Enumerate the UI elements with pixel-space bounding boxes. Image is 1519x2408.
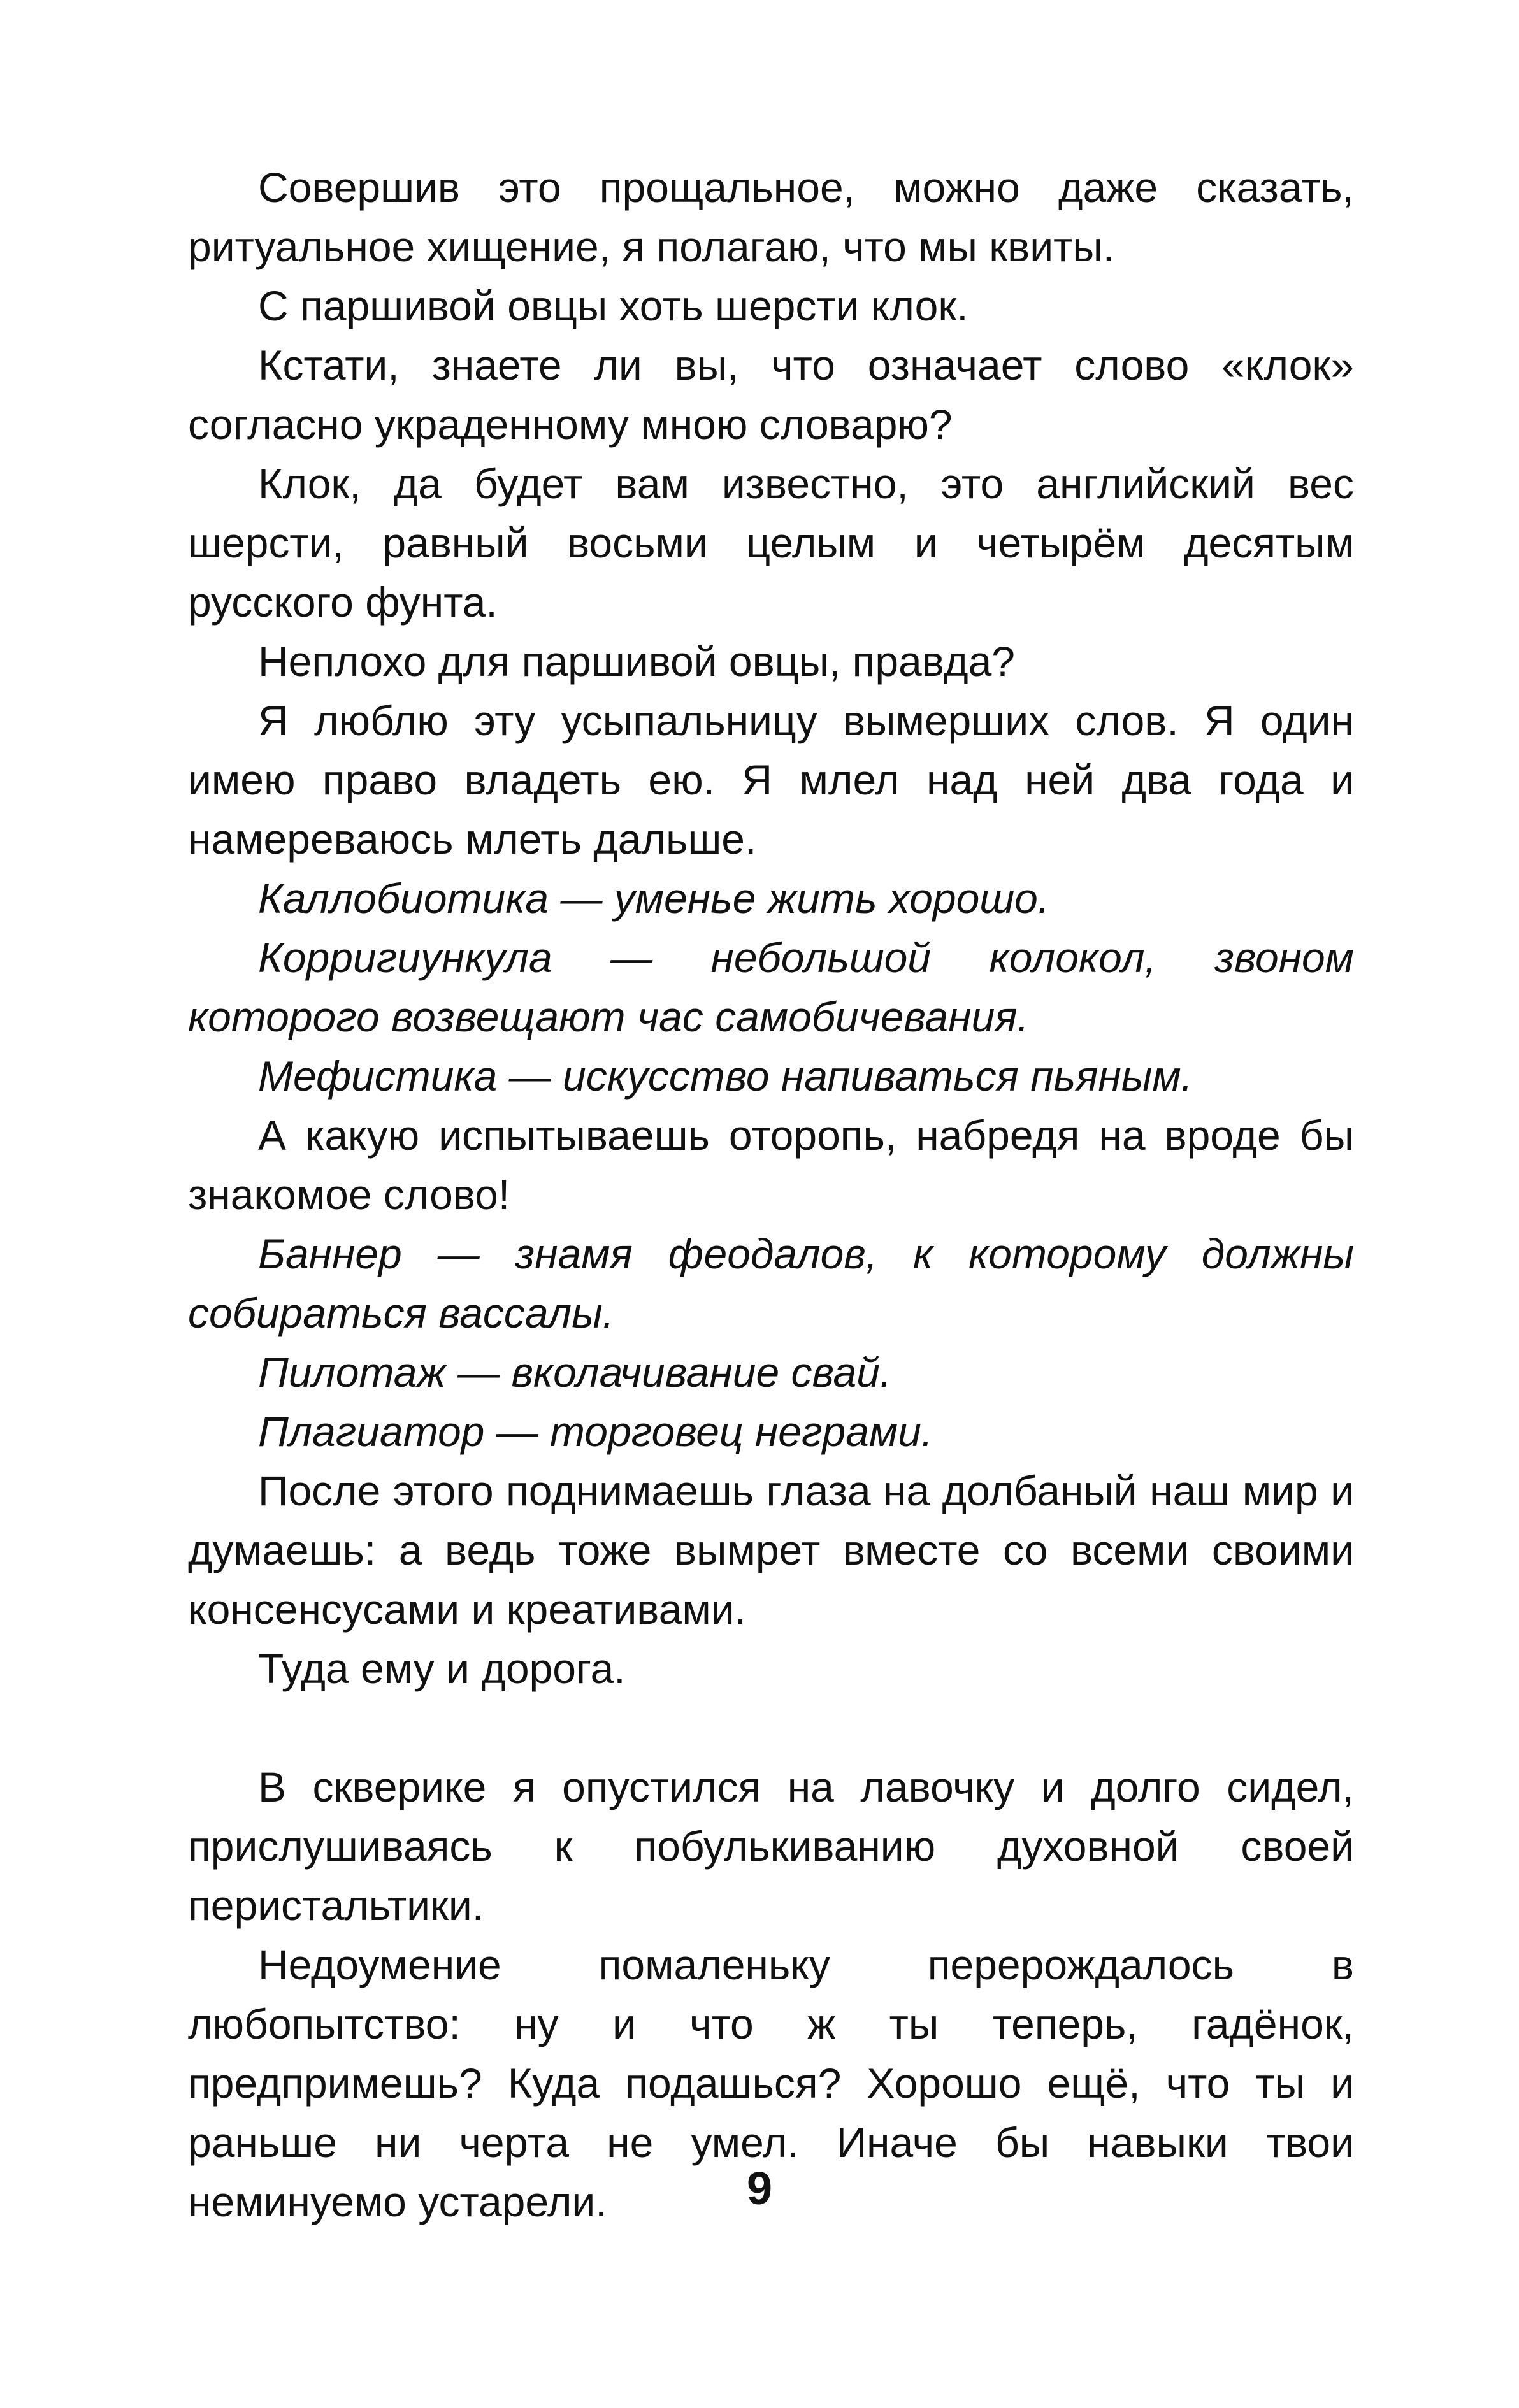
dictionary-entry: Пилотаж — вколачивание свай. — [258, 1349, 892, 1396]
dictionary-entry: Мефистика — искусство напиваться пьяным. — [258, 1052, 1193, 1100]
paragraph: Совершив это прощальное, можно даже сказать, ритуальное хищение, я полагаю, что мы квиты. — [188, 164, 1354, 270]
dictionary-entry: Каллобиотика — уменье жить хорошо. — [258, 875, 1050, 922]
text-section-2 — [188, 1758, 1354, 2232]
paragraph: Клок, да будет вам известно, это английский вес шерсти, равный восьми целым и четырём десятым русского фунта. — [188, 460, 1354, 626]
paragraph: Недоумение помаленьку перерождалось в любопытство: ну и что ж ты теперь, гадёнок, предпримешь? Куда подашься? Хорошо ещё, что ты и раньше ни черта не умел. Иначе бы навыки твои неминуемо устарели. — [188, 1941, 1354, 2225]
section-break — [188, 1698, 1354, 1758]
paragraph: Туда ему и дорога. — [258, 1645, 626, 1692]
dictionary-entry: Плагиатор — торговец неграми. — [258, 1408, 933, 1455]
text-section-1 — [188, 158, 1354, 1698]
dictionary-entry: Баннер — знамя феодалов, к которому должны собираться вассалы. — [188, 1230, 1354, 1337]
paragraph: После этого поднимаешь глаза на долбаный наш мир и думаешь: а ведь тоже вымрет вместе со всеми своими консенсусами и креативами. — [188, 1467, 1354, 1633]
dictionary-entry: Корригиункула — небольшой колокол, звоном которого возвещают час самобичевания. — [188, 934, 1354, 1040]
paragraph: В скверике я опустился на лавочку и долго сидел, прислушиваясь к побулькиванию духовной своей перистальтики. — [188, 1763, 1354, 1929]
paragraph: Кстати, знаете ли вы, что означает слово «клок» согласно украденному мною словарю? — [188, 341, 1354, 448]
paragraph: С паршивой овцы хоть шерсти клок. — [258, 282, 968, 329]
body-text — [188, 158, 1354, 2232]
paragraph: Неплохо для паршивой овцы, правда? — [258, 638, 1015, 685]
page-number: 9 — [746, 2163, 773, 2214]
paragraph: А какую испытываешь оторопь, набредя на вроде бы знакомое слово! — [188, 1112, 1354, 1218]
paragraph: Я люблю эту усыпальницу вымерших слов. Я один имею право владеть ею. Я млел над ней два года и намереваюсь млеть дальше. — [188, 697, 1354, 863]
